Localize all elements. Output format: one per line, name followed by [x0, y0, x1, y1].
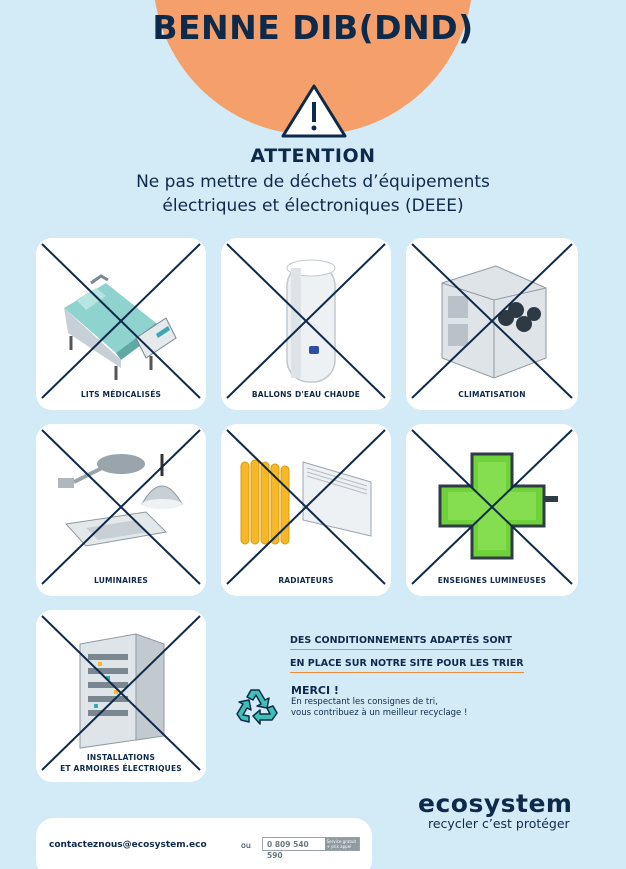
card-label-line-1: INSTALLATIONS [86, 753, 156, 762]
card-label: RADIATEURS [278, 576, 334, 585]
warning-subtitle [0, 170, 626, 218]
logo-tagline: recycler c’est protéger [428, 816, 570, 831]
card-illuminated-signs [406, 424, 578, 596]
card-electrical-cabinets [36, 610, 206, 782]
card-radiators [221, 424, 391, 596]
card-label: LITS MÉDICALISÉS [80, 390, 162, 399]
subtitle-line-1: Ne pas mettre de déchets d’équipements [136, 172, 490, 192]
thank-you-block [291, 684, 591, 719]
card-luminaires [36, 424, 206, 596]
card-air-conditioning [406, 238, 578, 410]
card-label: BALLONS D'EAU CHAUDE [251, 390, 361, 399]
page-title: BENNE DIB(DND) [152, 8, 474, 47]
card-medical-beds [36, 238, 206, 410]
attention-heading: ATTENTION [250, 145, 376, 167]
subtitle-line-2: électriques et électroniques (DEEE) [162, 196, 464, 216]
warning-triangle-icon [279, 82, 349, 140]
info-line-2: EN PLACE SUR NOTRE SITE POUR LES TRIER [290, 656, 524, 673]
cross-out-mark [406, 238, 578, 410]
phone-pricing-tag: Service gratuit + prix appel [325, 838, 359, 850]
cross-out-mark [36, 424, 206, 596]
cross-out-mark [221, 424, 391, 596]
info-line-1: DES CONDITIONNEMENTS ADAPTÉS SONT [290, 633, 512, 650]
contact-footer [36, 818, 372, 869]
card-label [36, 752, 206, 774]
card-label: CLIMATISATION [458, 390, 526, 399]
contact-email-link[interactable]: contacteznous@ecosystem.eco [49, 840, 207, 850]
contact-phone[interactable] [262, 837, 360, 860]
thank-you-line-1: En respectant les consignes de tri, [291, 697, 438, 707]
thank-you-line-2: vous contribuez à un meilleur recyclage ! [291, 708, 468, 718]
thank-you-title: MERCI ! [291, 684, 339, 697]
logo-wordmark: ecosystem [418, 789, 573, 818]
card-water-heaters [221, 238, 391, 410]
cross-out-mark [406, 424, 578, 596]
cross-out-mark [36, 238, 206, 410]
card-label-line-2: ET ARMOIRES ÉLECTRIQUES [60, 764, 182, 773]
card-label: LUMINAIRES [93, 576, 149, 585]
or-separator: ou [241, 841, 251, 850]
cross-out-mark [221, 238, 391, 410]
card-label: ENSEIGNES LUMINEUSES [437, 576, 547, 585]
info-block [290, 628, 590, 674]
recycle-icon [233, 684, 283, 726]
ecosystem-logo [418, 789, 588, 831]
phone-number: 0 809 540 590 [267, 840, 309, 860]
